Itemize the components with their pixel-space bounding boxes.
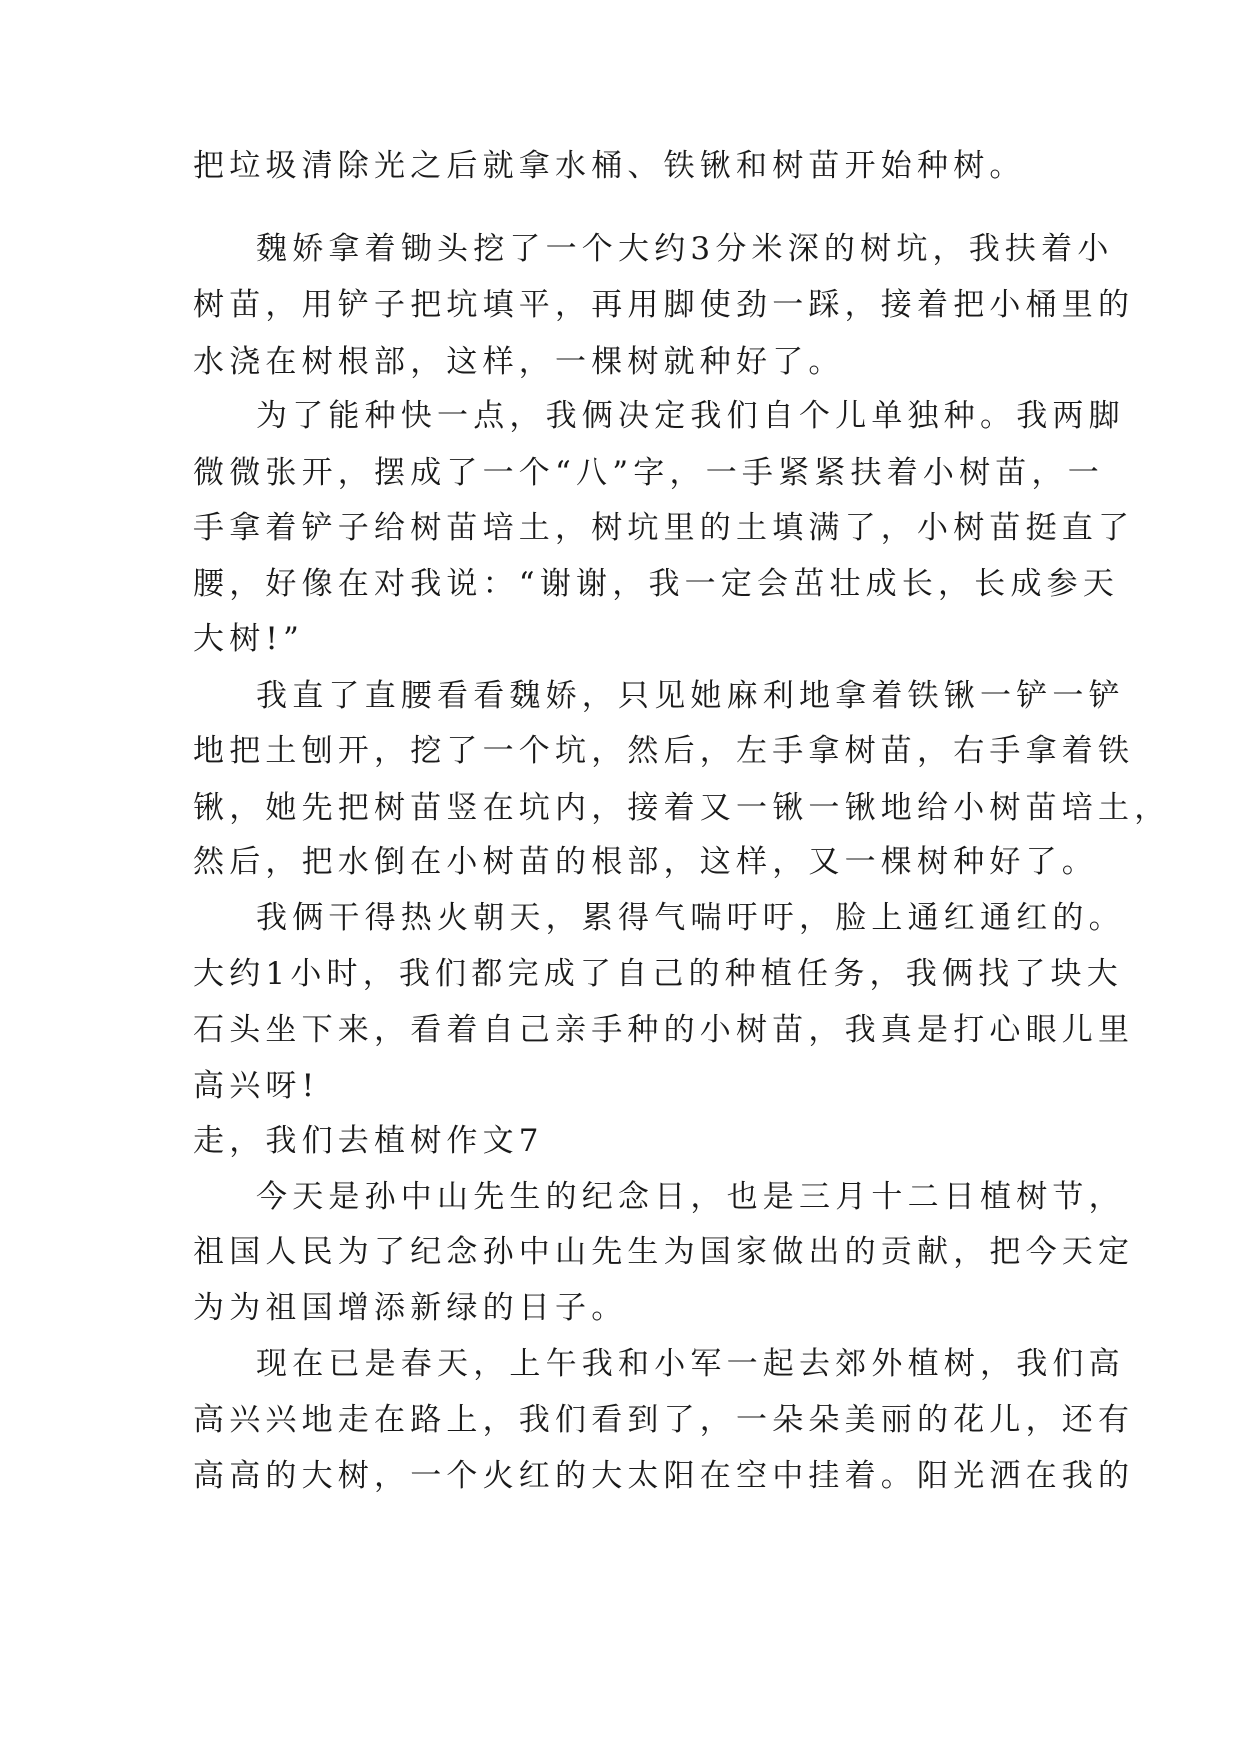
text-line: 手拿着铲子给树苗培土，树坑里的土填满了，小树苗挺直了 <box>193 510 1135 546</box>
text-line: 水浇在树根部，这样，一棵树就种好了。 <box>193 344 845 380</box>
text-line: 石头坐下来，看着自己亲手种的小树苗，我真是打心眼儿里 <box>193 1012 1135 1048</box>
text-line: 然后，把水倒在小树苗的根部，这样，又一棵树种好了。 <box>193 844 1098 880</box>
text-line: 高高的大树，一个火红的大太阳在空中挂着。阳光洒在我的 <box>193 1458 1135 1494</box>
text-line: 腰，好像在对我说：“谢谢，我一定会茁壮成长，长成参天 <box>193 566 1120 602</box>
text-line: 为了能种快一点，我俩决定我们自个儿单独种。我两脚 <box>256 398 1125 434</box>
text-line: 我直了直腰看看魏娇，只见她麻利地拿着铁锹一铲一铲 <box>256 678 1125 714</box>
text-line: 高兴呀! <box>193 1068 320 1104</box>
text-line: 把垃圾清除光之后就拿水桶、铁锹和树苗开始种树。 <box>193 148 1026 184</box>
text-line: 祖国人民为了纪念孙中山先生为国家做出的贡献，把今天定 <box>193 1234 1135 1270</box>
text-line: 锹，她先把树苗竖在坑内，接着又一锹一锹地给小树苗培土， <box>193 790 1171 826</box>
text-line: 今天是孙中山先生的纪念日，也是三月十二日植树节， <box>256 1179 1125 1215</box>
text-line: 高兴兴地走在路上，我们看到了，一朵朵美丽的花儿，还有 <box>193 1402 1135 1438</box>
text-line: 魏娇拿着锄头挖了一个大约3分米深的树坑，我扶着小 <box>256 231 1114 267</box>
text-line: 我俩干得热火朝天，累得气喘吁吁，脸上通红通红的。 <box>256 900 1125 936</box>
text-line: 树苗，用铲子把坑填平，再用脚使劲一踩，接着把小桶里的 <box>193 287 1135 323</box>
text-line: 大树!” <box>193 621 305 657</box>
text-line: 微微张开，摆成了一个“八”字，一手紧紧扶着小树苗，一 <box>193 455 1104 491</box>
section-heading: 走，我们去植树作文7 <box>193 1123 544 1159</box>
text-line: 现在已是春天，上午我和小军一起去郊外植树，我们高 <box>256 1346 1125 1382</box>
text-line: 地把土刨开，挖了一个坑，然后，左手拿树苗，右手拿着铁 <box>193 733 1135 769</box>
text-line: 大约1小时，我们都完成了自己的种植任务，我俩找了块大 <box>193 956 1123 992</box>
text-line: 为为祖国增添新绿的日子。 <box>193 1290 628 1326</box>
